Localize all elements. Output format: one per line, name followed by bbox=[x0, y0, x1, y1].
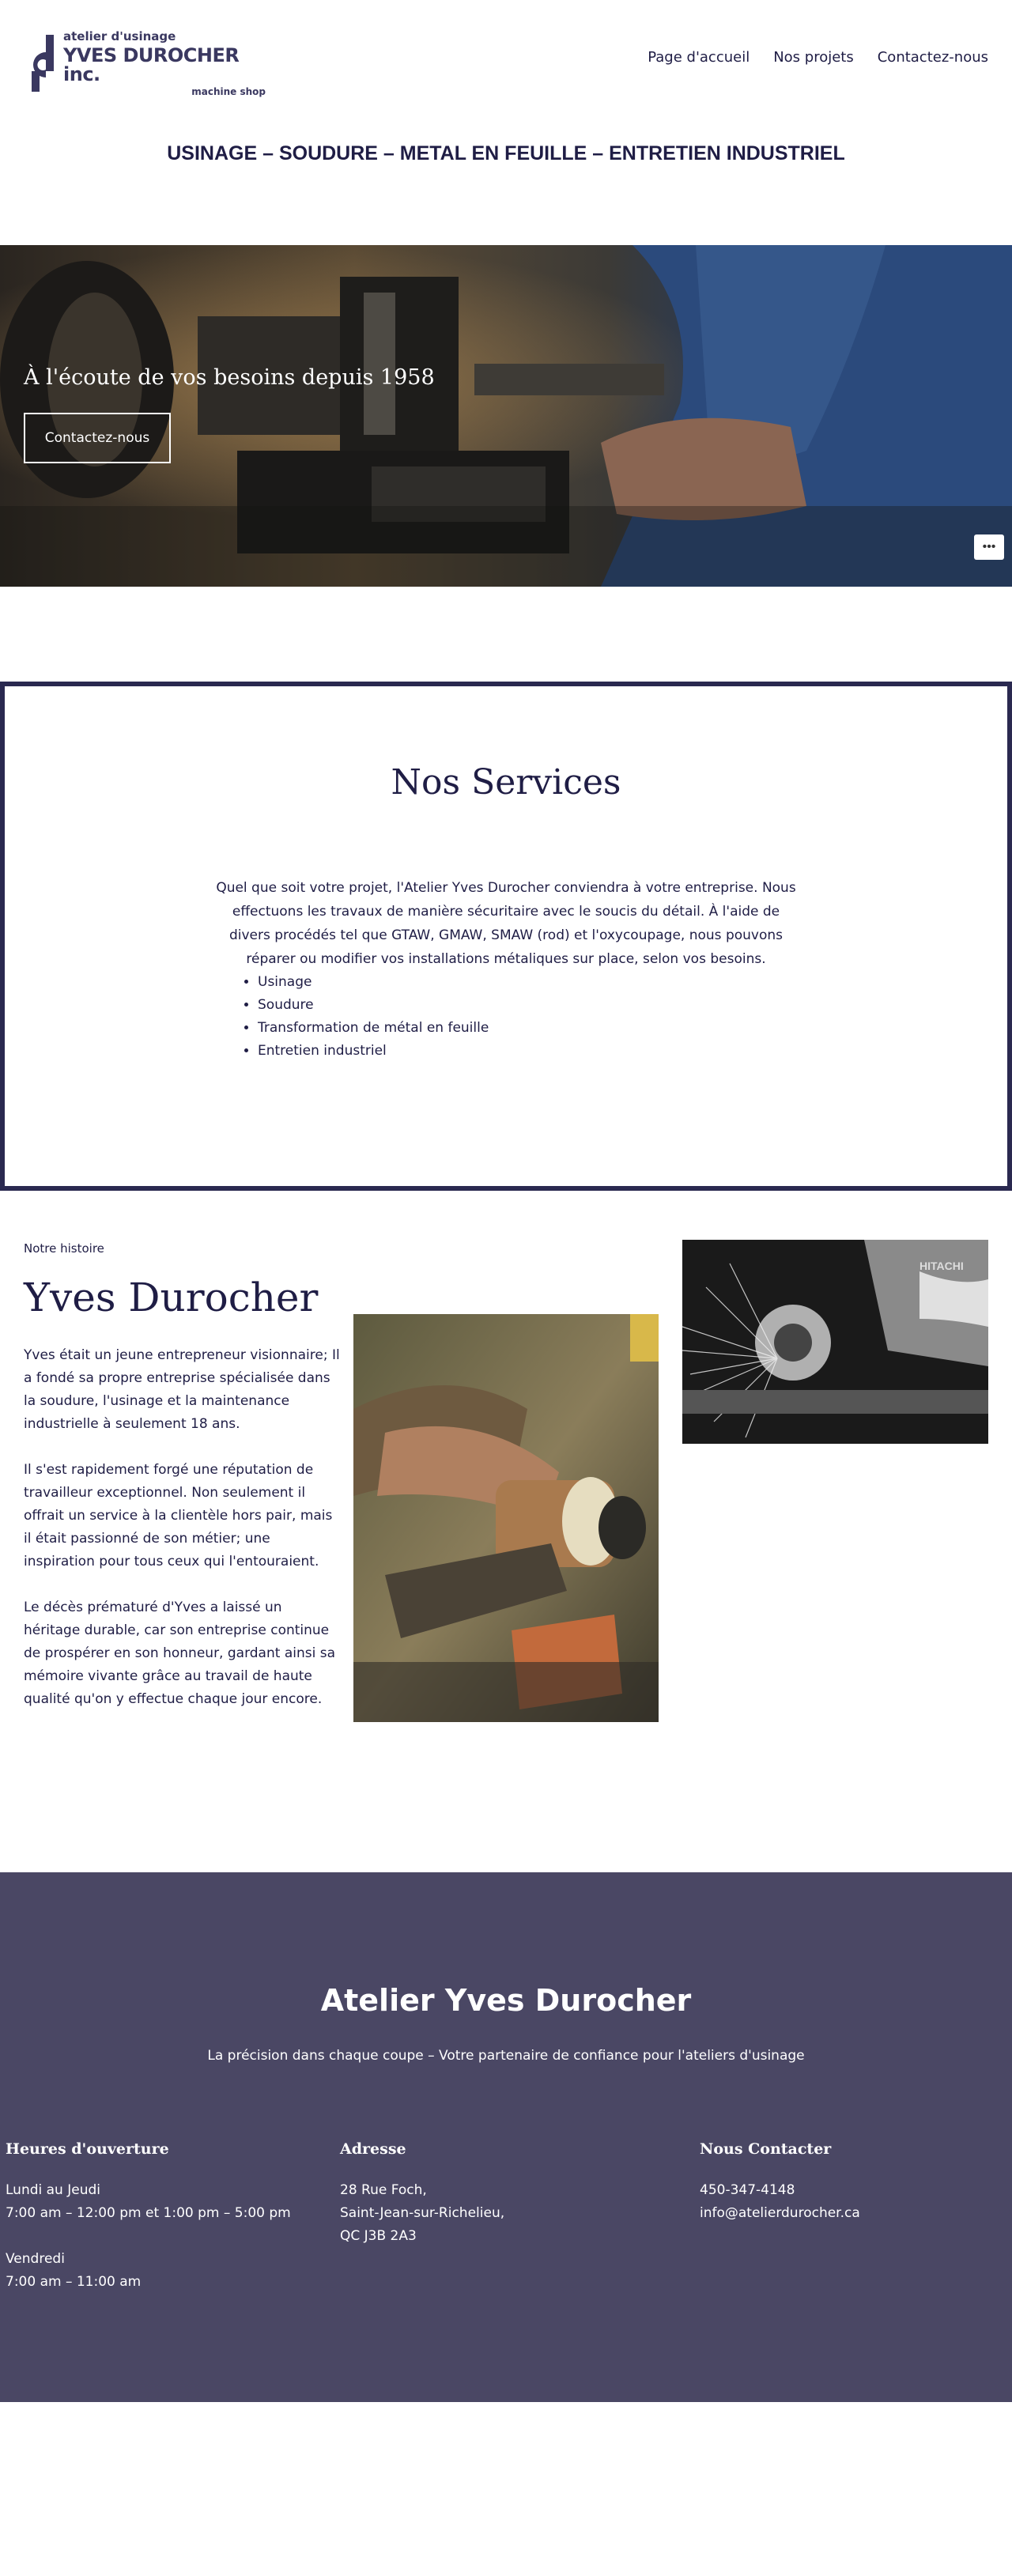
service-item: • Entretien industriel bbox=[258, 1040, 489, 1063]
story-paragraph: Yves était un jeune entrepreneur visionnaire; Il a fondé sa propre entreprise spécialisée dans la soudure, l'usinage et la maintenance industrielle à seulement 18 ans. bbox=[24, 1347, 340, 1432]
address-line: QC J3B 2A3 bbox=[340, 2228, 417, 2244]
address-heading: Adresse bbox=[340, 2140, 406, 2158]
hours-day: Vendredi bbox=[6, 2251, 65, 2267]
lathe-photo bbox=[353, 1314, 659, 1722]
hero-title: À l'écoute de vos besoins depuis 1958 bbox=[24, 365, 435, 390]
services-title: Nos Services bbox=[391, 762, 621, 803]
contact-phone-link[interactable]: 450-347-4148 bbox=[700, 2182, 795, 2198]
service-item: • Transformation de métal en feuille bbox=[258, 1017, 489, 1040]
footer-title: Atelier Yves Durocher bbox=[320, 1983, 692, 2018]
nav-projects[interactable]: Nos projets bbox=[773, 49, 854, 66]
contact-email-link[interactable]: info@atelierdurocher.ca bbox=[700, 2205, 860, 2221]
nav-home[interactable]: Page d'accueil bbox=[648, 49, 750, 66]
tool-brand-mark: HITACHI bbox=[919, 1260, 964, 1272]
service-item: • Usinage bbox=[258, 971, 489, 994]
logo-company-name: YVES DUROCHER inc. bbox=[63, 43, 240, 85]
services-section bbox=[0, 682, 1012, 1191]
story-label: Notre histoire bbox=[24, 1241, 104, 1256]
nav-contact[interactable]: Contactez-nous bbox=[877, 49, 988, 66]
hours-time: 7:00 am – 12:00 pm et 1:00 pm – 5:00 pm bbox=[6, 2205, 291, 2221]
hero-contact-button[interactable]: Contactez-nous bbox=[24, 413, 171, 463]
footer-hours bbox=[6, 2140, 291, 2317]
site-header bbox=[0, 0, 1012, 127]
story-text bbox=[24, 1344, 340, 1734]
main-nav bbox=[648, 49, 988, 66]
story-paragraph: Le décès prématuré d'Yves a laissé un héritage durable, car son entreprise continue de prospérer en son honneur, gardant ainsi sa mémoire vivante grâce au travail de haute qualité qu'on y effectue chaque jour encore. bbox=[24, 1600, 335, 1707]
address-line: Saint-Jean-sur-Richelieu, bbox=[340, 2205, 505, 2221]
hours-day: Lundi au Jeudi bbox=[6, 2182, 100, 2198]
logo-small-text: atelier d'usinage bbox=[63, 28, 176, 43]
logo-shop-text: machine shop bbox=[191, 85, 266, 97]
footer-tagline: La précision dans chaque coupe – Votre partenaire de confiance pour l'ateliers d'usinage bbox=[207, 2048, 805, 2064]
hours-heading: Heures d'ouverture bbox=[6, 2140, 169, 2158]
more-options-icon[interactable]: ••• bbox=[974, 534, 1004, 560]
site-footer bbox=[0, 1872, 1012, 2402]
page-tagline: USINAGE – SOUDURE – METAL EN FEUILLE – ENTRETIEN INDUSTRIEL bbox=[167, 142, 845, 164]
grinder-photo bbox=[682, 1240, 988, 1444]
story-paragraph: Il s'est rapidement forgé une réputation de travailleur exceptionnel. Non seulement il offrait un service à la clientèle hors pair, mais il était passionné de son métier; une inspiration pour tous ceux qui l'entouraient. bbox=[24, 1462, 333, 1569]
service-item: • Soudure bbox=[258, 994, 489, 1017]
footer-address bbox=[340, 2140, 504, 2248]
services-list bbox=[255, 971, 489, 1063]
logo-mark-icon bbox=[28, 35, 57, 92]
contact-heading: Nous Contacter bbox=[700, 2140, 832, 2158]
address-line: 28 Rue Foch, bbox=[340, 2182, 427, 2198]
footer-contact bbox=[700, 2140, 860, 2225]
site-logo[interactable] bbox=[28, 28, 266, 97]
services-intro: Quel que soit votre projet, l'Atelier Yves Durocher conviendra à votre entreprise. Nous effectuons les travaux de manière sécuritaire avec le soucis du détail. À l'aide de divers procédés tel que GTAW, GMAW, SMAW (rod) et l'oxycoupage, nous pouvons réparer ou modifier vos installations métaliques sur place, selon vos besoins. bbox=[216, 880, 796, 967]
hours-time: 7:00 am – 11:00 am bbox=[6, 2274, 142, 2290]
story-title: Yves Durocher bbox=[24, 1275, 319, 1320]
